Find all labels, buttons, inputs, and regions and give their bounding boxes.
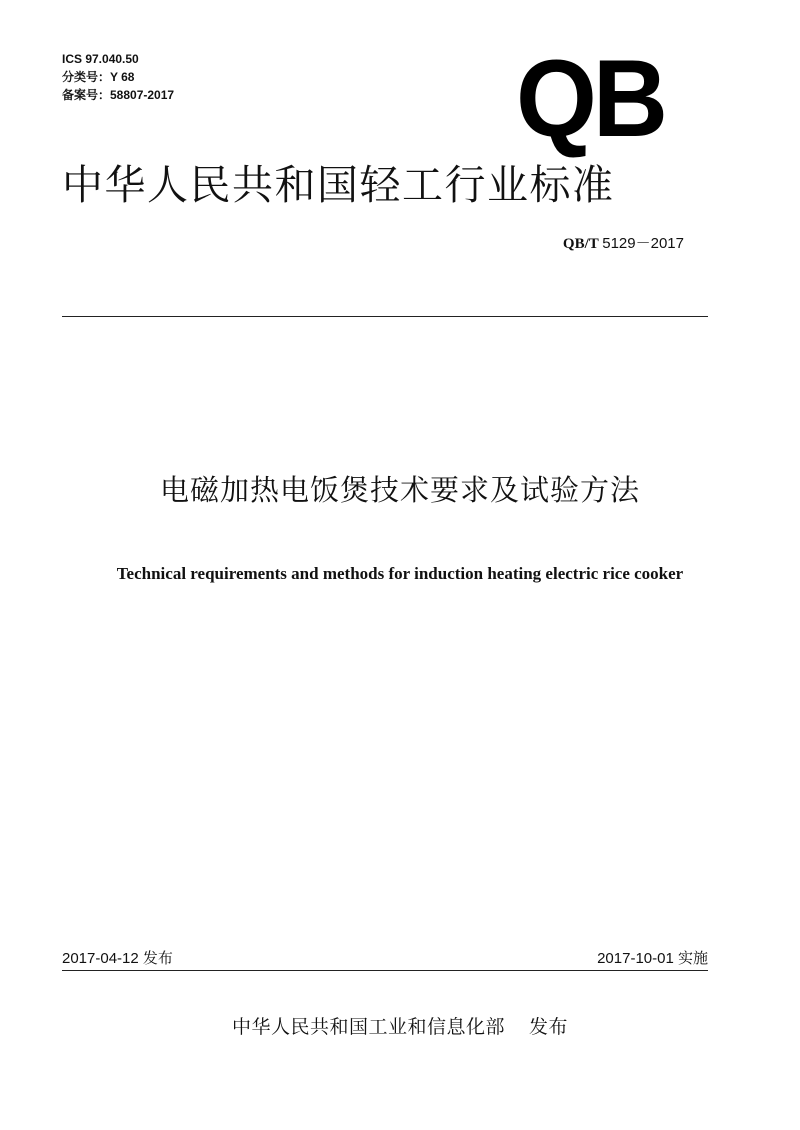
publisher-name: 中华人民共和国工业和信息化部 [231,1016,505,1038]
filing-number: 备案号：58807-2017 [62,88,175,102]
bottom-divider [62,970,708,971]
classification-code: 分类号：Y 68 [62,70,135,84]
english-title: Technical requirements and methods for induction heating electric rice cooker [116,564,684,583]
publisher-line [0,1012,800,1039]
issuer-standard-title: 中华人民共和国轻工行业标准 [62,161,615,209]
publish-action: 发布 [529,1016,569,1038]
chinese-title: 电磁加热电饭煲技术要求及试验方法 [159,473,640,507]
top-divider [62,316,708,317]
issue-date: 2017-04-12 发布 [62,950,173,967]
standard-number [563,232,684,253]
standard-code: 5129－2017 [602,235,684,252]
ics-code: ICS 97.040.50 [62,52,139,66]
document-metadata [62,50,174,104]
standard-prefix: QB/T [562,236,599,252]
implementation-date: 2017-10-01 实施 [597,950,708,967]
qb-logo: QB [516,38,664,161]
